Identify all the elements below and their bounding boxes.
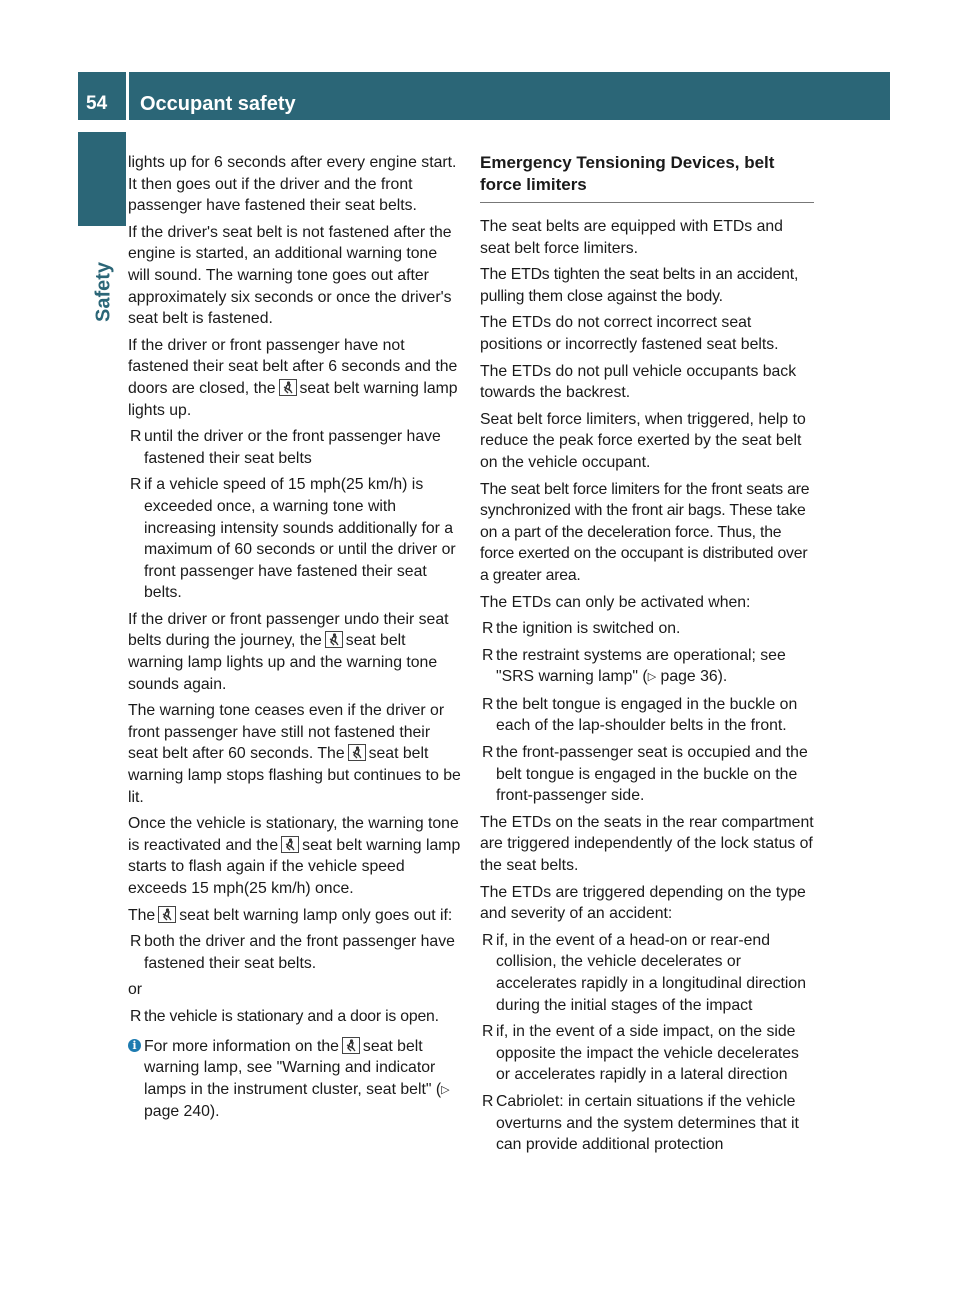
paragraph: The ETDs do not pull vehicle occupants back towards the backrest.	[480, 362, 797, 402]
paragraph: The seat belts are equipped with ETDs and seat belt force limiters.	[480, 218, 783, 257]
info-icon: i	[128, 1039, 141, 1052]
seat-belt-warning-icon	[281, 836, 299, 853]
seat-belt-warning-icon	[348, 744, 366, 761]
seat-belt-warning-icon	[279, 379, 297, 396]
list-item: R if, in the event of a head-on or rear-end collision, the vehicle decelerates or accelerates rapidly in a longitudinal direction during the initial stages of the impact	[482, 931, 806, 1014]
paragraph: or	[128, 981, 143, 999]
list-item: R the belt tongue is engaged in the buckle on each of the lap-shoulder belts in the front.	[482, 695, 798, 735]
seat-belt-warning-icon	[158, 906, 176, 923]
paragraph: Seat belt force limiters, when triggered, help to reduce the peak force exerted by the seat belt on the vehicle occupant.	[480, 410, 806, 471]
header-divider	[126, 72, 129, 120]
paragraph: The ETDs are triggered depending on the type and severity of an accident:	[480, 883, 806, 923]
paragraph: If the driver or front passenger have not fastened their seat belt after 6 seconds and the doors are closed, the seat belt warning lamp lights up.	[128, 336, 458, 419]
page-ref-arrow-icon: ▷	[441, 1083, 450, 1096]
info-note: i For more information on the seat belt warning lamp, see "Warning and indicator lamps in the instrument cluster, seat belt" (▷ page 240).	[128, 1036, 462, 1123]
right-column	[480, 152, 814, 1161]
page-ref-arrow-icon: ▷	[647, 671, 657, 684]
section-label: Safety	[92, 261, 115, 323]
list-item: R the ignition is switched on.	[482, 620, 681, 638]
page-reference[interactable]: page 240).	[144, 1103, 220, 1121]
list-item: R if, in the event of a side impact, on the side opposite the impact the vehicle decelerates or accelerates rapidly in a lateral direction	[482, 1023, 799, 1084]
paragraph: If the driver's seat belt is not fastened after the engine is started, an additional warning tone will sound. The warning tone goes out after approximately six seconds or once the driver's seat belt is fastened.	[128, 223, 452, 328]
list-item: R the restraint systems are operational; see "SRS warning lamp" (▷ page 36).	[482, 646, 786, 686]
seat-belt-warning-icon	[342, 1037, 360, 1054]
page-reference[interactable]: page 36).	[660, 668, 728, 686]
list-item: R both the driver and the front passenger have fastened their seat belts.	[130, 933, 455, 972]
paragraph: lights up for 6 seconds after every engine start. It then goes out if the driver and the front passenger have fastened their seat belts.	[128, 154, 457, 215]
paragraph: If the driver or front passenger undo their seat belts during the journey, the seat belt warning lamp lights up and the warning tone sounds again.	[128, 610, 449, 693]
list-item: R until the driver or the front passenger have fastened their seat belts	[130, 428, 441, 467]
paragraph: Once the vehicle is stationary, the warning tone is reactivated and the seat belt warning lamp starts to flash again if the vehicle speed exceeds 15 mph(25 km/h) once.	[128, 815, 461, 897]
list-item: R Cabriolet: in certain situations if the vehicle overturns and the system determines that it can provide additional protection	[482, 1092, 799, 1154]
section-heading: Emergency Tensioning Devices, belt force limiters	[480, 152, 814, 203]
paragraph: The ETDs do not correct incorrect seat positions or incorrectly fastened seat belts.	[480, 314, 779, 353]
list-item: R the vehicle is stationary and a door is open.	[130, 1007, 439, 1025]
section-tab	[78, 132, 126, 226]
list-item: R if a vehicle speed of 15 mph(25 km/h) is exceeded once, a warning tone with increasing intensity sounds additionally for a maximum of 60 seconds or until the driver or front passenger have fastened their seat belts.	[130, 476, 456, 602]
paragraph: The seat belt force limiters for the front seats are synchronized with the front air bags. These take on a part of the deceleration force. Thus, the force exerted on the occupant is distributed over a greater area.	[480, 480, 810, 584]
list-item: R the front-passenger seat is occupied and the belt tongue is engaged in the buckle on the front-passenger side.	[482, 744, 808, 805]
paragraph: The ETDs tighten the seat belts in an accident, pulling them close against the body.	[480, 266, 799, 305]
paragraph: The warning tone ceases even if the driver or front passenger have still not fastened their seat belt after 60 seconds. The seat belt warning lamp stops flashing but continues to be lit.	[128, 702, 461, 806]
seat-belt-warning-icon	[325, 631, 343, 648]
page-title: Occupant safety	[140, 93, 296, 115]
paragraph: The seat belt warning lamp only goes out if:	[128, 906, 453, 924]
left-column	[128, 152, 462, 1123]
paragraph: The ETDs can only be activated when:	[480, 593, 751, 611]
paragraph: The ETDs on the seats in the rear compartment are triggered independently of the lock status of the seat belts.	[480, 813, 814, 875]
page-number: 54	[86, 93, 108, 114]
